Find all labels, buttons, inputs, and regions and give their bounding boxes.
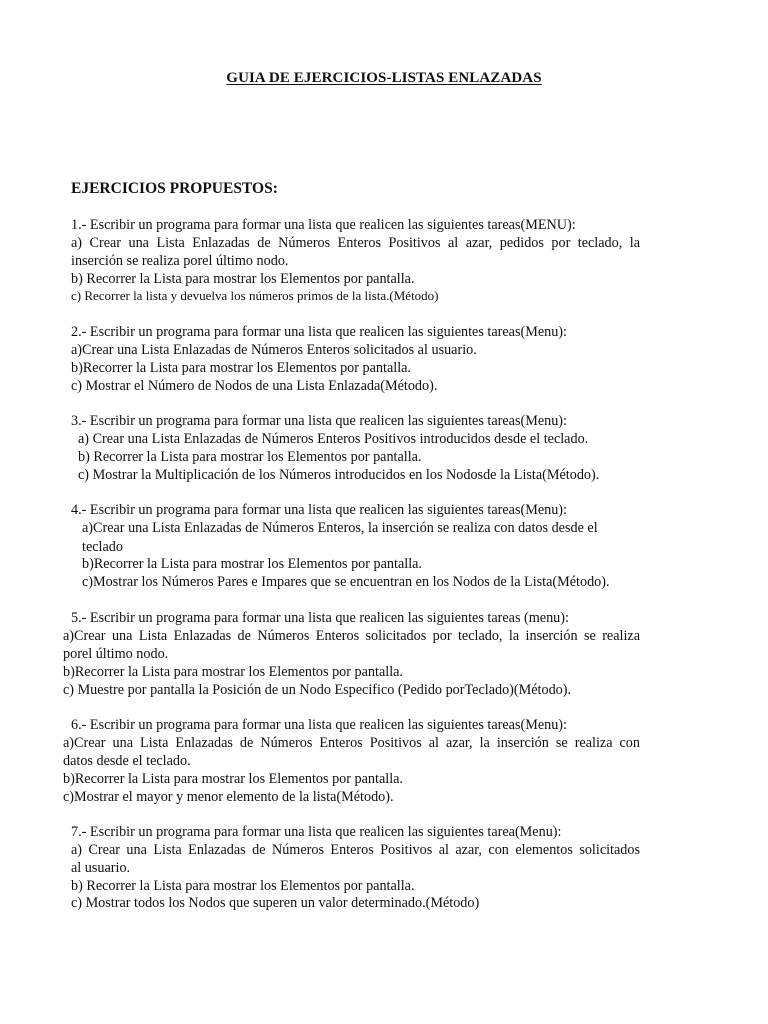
exercise-line: c) Mostrar la Multiplicación de los Números introducidos en los Nodosde la Lista(Método). <box>78 467 600 483</box>
exercise-line: porel último nodo. <box>63 646 169 662</box>
exercise-line: c) Mostrar el Número de Nodos de una Lista Enlazada(Método). <box>71 378 438 394</box>
exercise-line: 4.- Escribir un programa para formar una lista que realicen las siguientes tareas(Menu): <box>71 502 567 518</box>
exercise-line: c)Mostrar el mayor y menor elemento de la lista(Método). <box>63 789 394 805</box>
section-heading: EJERCICIOS PROPUESTOS: <box>71 180 278 197</box>
exercise-line: datos desde el teclado. <box>63 753 191 769</box>
exercise-line: teclado <box>82 539 123 555</box>
exercise-line: c)Mostrar los Números Pares e Impares que se encuentran en los Nodos de la Lista(Método). <box>82 574 610 590</box>
exercise-line: a)Crear una Lista Enlazadas de Números Enteros solicitados al usuario. <box>71 342 477 358</box>
exercise-line: b) Recorrer la Lista para mostrar los Elementos por pantalla. <box>71 878 415 894</box>
exercise-line: b) Recorrer la Lista para mostrar los Elementos por pantalla. <box>78 449 422 465</box>
exercise-line: 1.- Escribir un programa para formar una lista que realicen las siguientes tareas(MENU): <box>71 217 576 233</box>
exercise-line: a)Crear una Lista Enlazadas de Números Enteros Positivos al azar, la inserción se realiza con <box>63 735 640 751</box>
exercise-line: 6.- Escribir un programa para formar una lista que realicen las siguientes tareas(Menu): <box>71 717 567 733</box>
exercise-line: c) Recorrer la lista y devuelva los números primos de la lista.(Método) <box>71 288 439 303</box>
exercise-line: b) Recorrer la Lista para mostrar los Elementos por pantalla. <box>71 271 415 287</box>
exercise-line: inserción se realiza porel último nodo. <box>71 253 289 269</box>
exercise-line: 5.- Escribir un programa para formar una lista que realicen las siguientes tareas (menu): <box>71 610 569 626</box>
exercise-line: a)Crear una Lista Enlazadas de Números Enteros, la inserción se realiza con datos desde el <box>82 520 598 536</box>
exercise-line: c) Muestre por pantalla la Posición de un Nodo Especifico (Pedido porTeclado)(Método). <box>63 682 572 698</box>
exercise-line: al usuario. <box>71 860 131 876</box>
exercise-line: 7.- Escribir un programa para formar una lista que realicen las siguientes tarea(Menu): <box>71 824 562 840</box>
exercise-line: b)Recorrer la Lista para mostrar los Elementos por pantalla. <box>71 360 411 376</box>
exercise-line: a) Crear una Lista Enlazadas de Números Enteros Positivos al azar, pedidos por teclado, la <box>71 235 640 251</box>
exercise-line: 2.- Escribir un programa para formar una lista que realicen las siguientes tareas(Menu): <box>71 324 567 340</box>
exercise-line: a) Crear una Lista Enlazadas de Números Enteros Positivos al azar, con elementos solicitados <box>71 842 640 858</box>
exercise-line: c) Mostrar todos los Nodos que superen un valor determinado.(Método) <box>71 895 480 911</box>
page-title: GUIA DE EJERCICIOS-LISTAS ENLAZADAS <box>226 70 542 86</box>
exercise-line: b)Recorrer la Lista para mostrar los Elementos por pantalla. <box>63 664 403 680</box>
exercise-line: a)Crear una Lista Enlazadas de Números Enteros solicitados por teclado, la inserción se realiza <box>63 628 640 644</box>
exercise-line: 3.- Escribir un programa para formar una lista que realicen las siguientes tareas(Menu): <box>71 413 567 429</box>
exercise-line: b)Recorrer la Lista para mostrar los Elementos por pantalla. <box>82 556 422 572</box>
exercise-line: a) Crear una Lista Enlazadas de Números Enteros Positivos introducidos desde el teclado. <box>78 431 589 447</box>
exercise-line: b)Recorrer la Lista para mostrar los Elementos por pantalla. <box>63 771 403 787</box>
